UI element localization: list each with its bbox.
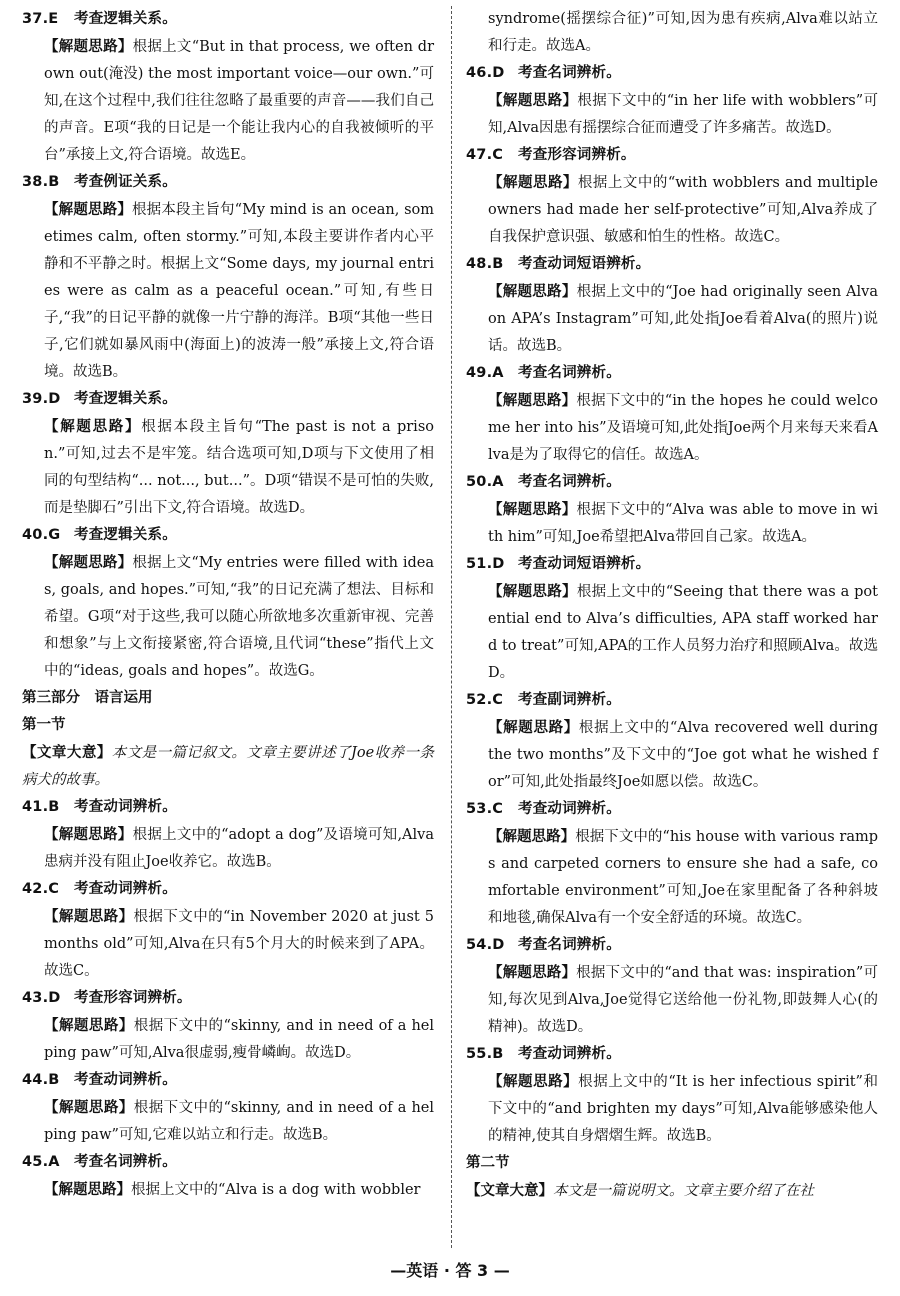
section-heading: 第二节 — [466, 1155, 510, 1171]
question-header — [466, 796, 878, 823]
article-summary — [22, 739, 434, 794]
explanation-tag: 【解题思路】 — [44, 826, 133, 843]
question-number: 43.D — [22, 990, 61, 1006]
explanation-tag: 【解题思路】 — [488, 392, 577, 409]
explanation-text: 根据下文中的“Alva was able to move in with him”可知,Joe希望把Alva带回自己家。故选A。 — [488, 502, 878, 545]
left-column — [22, 6, 434, 1204]
explanation — [22, 1094, 434, 1149]
explanation-text: 根据下文中的“skinny, and in need of a helping paw”可知,它难以站立和行走。故选B。 — [44, 1100, 434, 1143]
explanation-text: 根据上文中的“adopt a dog”及语境可知,Alva患病并没有阻止Joe收养它。故选B。 — [44, 827, 434, 870]
explanation — [22, 1176, 434, 1204]
explanation — [466, 1068, 878, 1150]
question-type: 考查名词辨析。 — [518, 937, 621, 953]
question-type: 考查名词辨析。 — [518, 65, 621, 81]
explanation-text: 根据下文中的“and that was: inspiration”可知,每次见到Alva,Joe觉得它送给他一份礼物,即鼓舞人心(的精神)。故选D。 — [488, 965, 878, 1035]
explanation-text: 根据上文“But in that process, we often drown out(淹没) the most important voice—our own.”可知,在这个过程中,我们往往忽略了最重要的声音——我们自己的声音。E项“我的日记是一个能让我内心的自我被倾听的平台”承接上文,符合语境。故选E。 — [44, 39, 435, 163]
section-heading: 第一节 — [22, 717, 66, 733]
question-type: 考查名词辨析。 — [518, 365, 621, 381]
question-type: 考查副词辨析。 — [518, 692, 621, 708]
question-number: 53.C — [466, 801, 504, 817]
summary-text: 本文是一篇说明文。文章主要介绍了在社 — [553, 1183, 814, 1199]
question-number: 40.G — [22, 527, 61, 543]
explanation-tag: 【解题思路】 — [488, 828, 576, 845]
explanation — [466, 496, 878, 551]
explanation-tag: 【解题思路】 — [44, 1181, 131, 1198]
explanation — [22, 903, 434, 985]
question-type: 考查逻辑关系。 — [74, 11, 177, 27]
explanation-text: 根据上文中的“Alva recovered well during the two months”及下文中的“Joe got what he wished for”可知,此处指最终Joe如愿以偿。故选C。 — [488, 720, 878, 790]
question-number: 48.B — [466, 256, 504, 272]
explanation-tag: 【解题思路】 — [488, 174, 578, 191]
explanation-text: 根据下文中的“skinny, and in need of a helping paw”可知,Alva很虚弱,瘦骨嶙峋。故选D。 — [44, 1018, 434, 1061]
question-header — [466, 469, 878, 496]
summary-text: 本文是一篇记叙文。文章主要讲述了Joe收养一条病犬的故事。 — [22, 745, 435, 788]
question-number: 41.B — [22, 799, 60, 815]
question-number: 44.B — [22, 1072, 60, 1088]
explanation — [466, 959, 878, 1041]
question-type: 考查动词短语辨析。 — [518, 256, 651, 272]
question-header — [22, 6, 434, 33]
right-column — [466, 6, 878, 1205]
explanation-tag: 【解题思路】 — [488, 1073, 579, 1090]
explanation-text: 根据本段主旨句“The past is not a prison.”可知,过去不是牢笼。结合选项可知,D项与下文使用了相同的句型结构“... not..., but...”。D项“错误不是可怕的失败,而是垫脚石”引出下文,符合语境。故选D。 — [44, 419, 434, 516]
explanation — [466, 578, 878, 687]
explanation-text: 根据下文中的“in the hopes he could welcome her into his”及语境可知,此处指Joe两个月来每天来看Alva是为了取得它的信任。故选A。 — [488, 393, 879, 463]
explanation-text: 根据下文中的“in November 2020 at just 5 months old”可知,Alva在只有5个月大的时候来到了APA。故选C。 — [44, 909, 434, 979]
question-type: 考查逻辑关系。 — [74, 527, 177, 543]
explanation-tag: 【解题思路】 — [488, 964, 577, 981]
question-header — [466, 60, 878, 87]
question-header — [22, 985, 434, 1012]
explanation-tag: 【解题思路】 — [488, 92, 578, 109]
question-type: 考查名词辨析。 — [74, 1154, 177, 1170]
question-type: 考查动词辨析。 — [74, 799, 177, 815]
explanation — [22, 821, 434, 876]
question-type: 考查动词辨析。 — [518, 801, 621, 817]
question-number: 38.B — [22, 174, 60, 190]
question-number: 49.A — [466, 365, 504, 381]
explanation — [466, 823, 878, 932]
question-type: 考查形容词辨析。 — [518, 147, 636, 163]
question-header — [22, 1067, 434, 1094]
explanation-text: 根据本段主旨句“My mind is an ocean, sometimes calm, often stormy.”可知,本段主要讲作者内心平静和不平静之时。根据上文“Some days, my journal entries were as calm as a peaceful ocean.”可知,有些日子,“我”的日记平静的就像一片宁静的海洋。B项“其他一些日子,它们就如暴风雨中(海面上)的波涛一般”承接上文,符合语境。故选B。 — [44, 202, 435, 380]
explanation — [466, 387, 878, 469]
explanation-tag: 【解题思路】 — [488, 501, 577, 518]
question-type: 考查逻辑关系。 — [74, 391, 177, 407]
question-type: 考查动词辨析。 — [74, 1072, 177, 1088]
question-type: 考查形容词辨析。 — [74, 990, 192, 1006]
question-header — [22, 386, 434, 413]
explanation — [22, 33, 434, 169]
explanation-tag: 【解题思路】 — [44, 554, 133, 571]
explanation-tag: 【解题思路】 — [44, 908, 134, 925]
question-header — [466, 687, 878, 714]
question-type: 考查例证关系。 — [74, 174, 177, 190]
question-number: 54.D — [466, 937, 505, 953]
explanation-tag: 【解题思路】 — [488, 583, 577, 600]
question-number: 47.C — [466, 147, 504, 163]
question-number: 51.D — [466, 556, 505, 572]
question-header — [466, 932, 878, 959]
explanation — [466, 87, 878, 142]
explanation-tag: 【解题思路】 — [44, 38, 133, 55]
explanation-tag: 【解题思路】 — [44, 1099, 134, 1116]
question-header — [466, 142, 878, 169]
part-heading: 第三部分 语言运用 — [22, 690, 153, 706]
explanation — [466, 278, 878, 360]
explanation-text: 根据上文中的“It is her infectious spirit”和下文中的“and brighten my days”可知,Alva能够感染他人的精神,使其自身熠熠生辉。故选B。 — [488, 1074, 878, 1144]
question-number: 42.C — [22, 881, 60, 897]
explanation — [22, 196, 434, 386]
question-number: 55.B — [466, 1046, 504, 1062]
question-header — [466, 551, 878, 578]
explanation-text: 根据上文中的“Alva is a dog with wobbler — [131, 1182, 421, 1198]
question-number: 45.A — [22, 1154, 60, 1170]
article-summary — [466, 1177, 878, 1205]
question-header — [466, 1041, 878, 1068]
explanation-tag: 【解题思路】 — [44, 418, 142, 435]
question-type: 考查动词辨析。 — [518, 1046, 621, 1062]
summary-tag: 【文章大意】 — [22, 744, 112, 761]
page-footer: —英语 · 答 3 — — [390, 1261, 510, 1280]
explanation — [22, 549, 434, 685]
question-header — [22, 1149, 434, 1176]
explanation-tag: 【解题思路】 — [488, 719, 579, 736]
question-header — [22, 169, 434, 196]
question-header — [466, 360, 878, 387]
explanation — [466, 169, 878, 251]
explanation-text: 根据上文中的“Joe had originally seen Alva on APA’s Instagram”可知,此处指Joe看着Alva(的照片)说话。故选B。 — [488, 284, 878, 354]
explanation — [22, 1012, 434, 1067]
question-header — [22, 794, 434, 821]
question-header — [466, 251, 878, 278]
summary-tag: 【文章大意】 — [466, 1182, 553, 1199]
explanation-text: 根据下文中的“his house with various ramps and carpeted corners to ensure she had a safe, comfortable environment”可知,Joe在家里配备了各种斜坡和地毯,确保Alva有一个安全舒适的环境。故选C。 — [488, 829, 879, 926]
explanation-text: 根据上文中的“with wobblers and multiple owners had made her self-protective”可知,Alva养成了自我保护意识强、敏感和怕生的性格。故选C。 — [488, 175, 878, 245]
question-header — [22, 876, 434, 903]
column-divider — [451, 6, 452, 1248]
explanation-text: 根据下文中的“in her life with wobblers”可知,Alva因患有摇摆综合征而遭受了许多痛苦。故选D。 — [488, 93, 878, 136]
explanation-tag: 【解题思路】 — [44, 201, 132, 218]
explanation-continued: syndrome(摇摆综合征)”可知,因为患有疾病,Alva难以站立和行走。故选A。 — [488, 11, 878, 54]
explanation-tag: 【解题思路】 — [44, 1017, 134, 1034]
question-number: 50.A — [466, 474, 504, 490]
explanation-text: 根据上文“My entries were filled with ideas, goals, and hopes.”可知,“我”的日记充满了想法、目标和希望。G项“对于这些,我可以随心所欲地多次重新审视、完善和想象”与上文衔接紧密,符合语境,且代词“these”指代上文中的“ideas, goals and hopes”。故选G。 — [44, 555, 435, 679]
question-header — [22, 522, 434, 549]
explanation-tag: 【解题思路】 — [488, 283, 577, 300]
question-type: 考查名词辨析。 — [518, 474, 621, 490]
explanation — [466, 714, 878, 796]
explanation — [22, 413, 434, 522]
explanation-text: 根据上文中的“Seeing that there was a potential end to Alva’s difficulties, APA staff worked hard to treat”可知,APA的工作人员努力治疗和照顾Alva。故选D。 — [488, 584, 878, 681]
question-number: 37.E — [22, 11, 59, 27]
question-number: 52.C — [466, 692, 504, 708]
question-type: 考查动词辨析。 — [74, 881, 177, 897]
question-type: 考查动词短语辨析。 — [518, 556, 651, 572]
question-number: 46.D — [466, 65, 505, 81]
question-number: 39.D — [22, 391, 61, 407]
